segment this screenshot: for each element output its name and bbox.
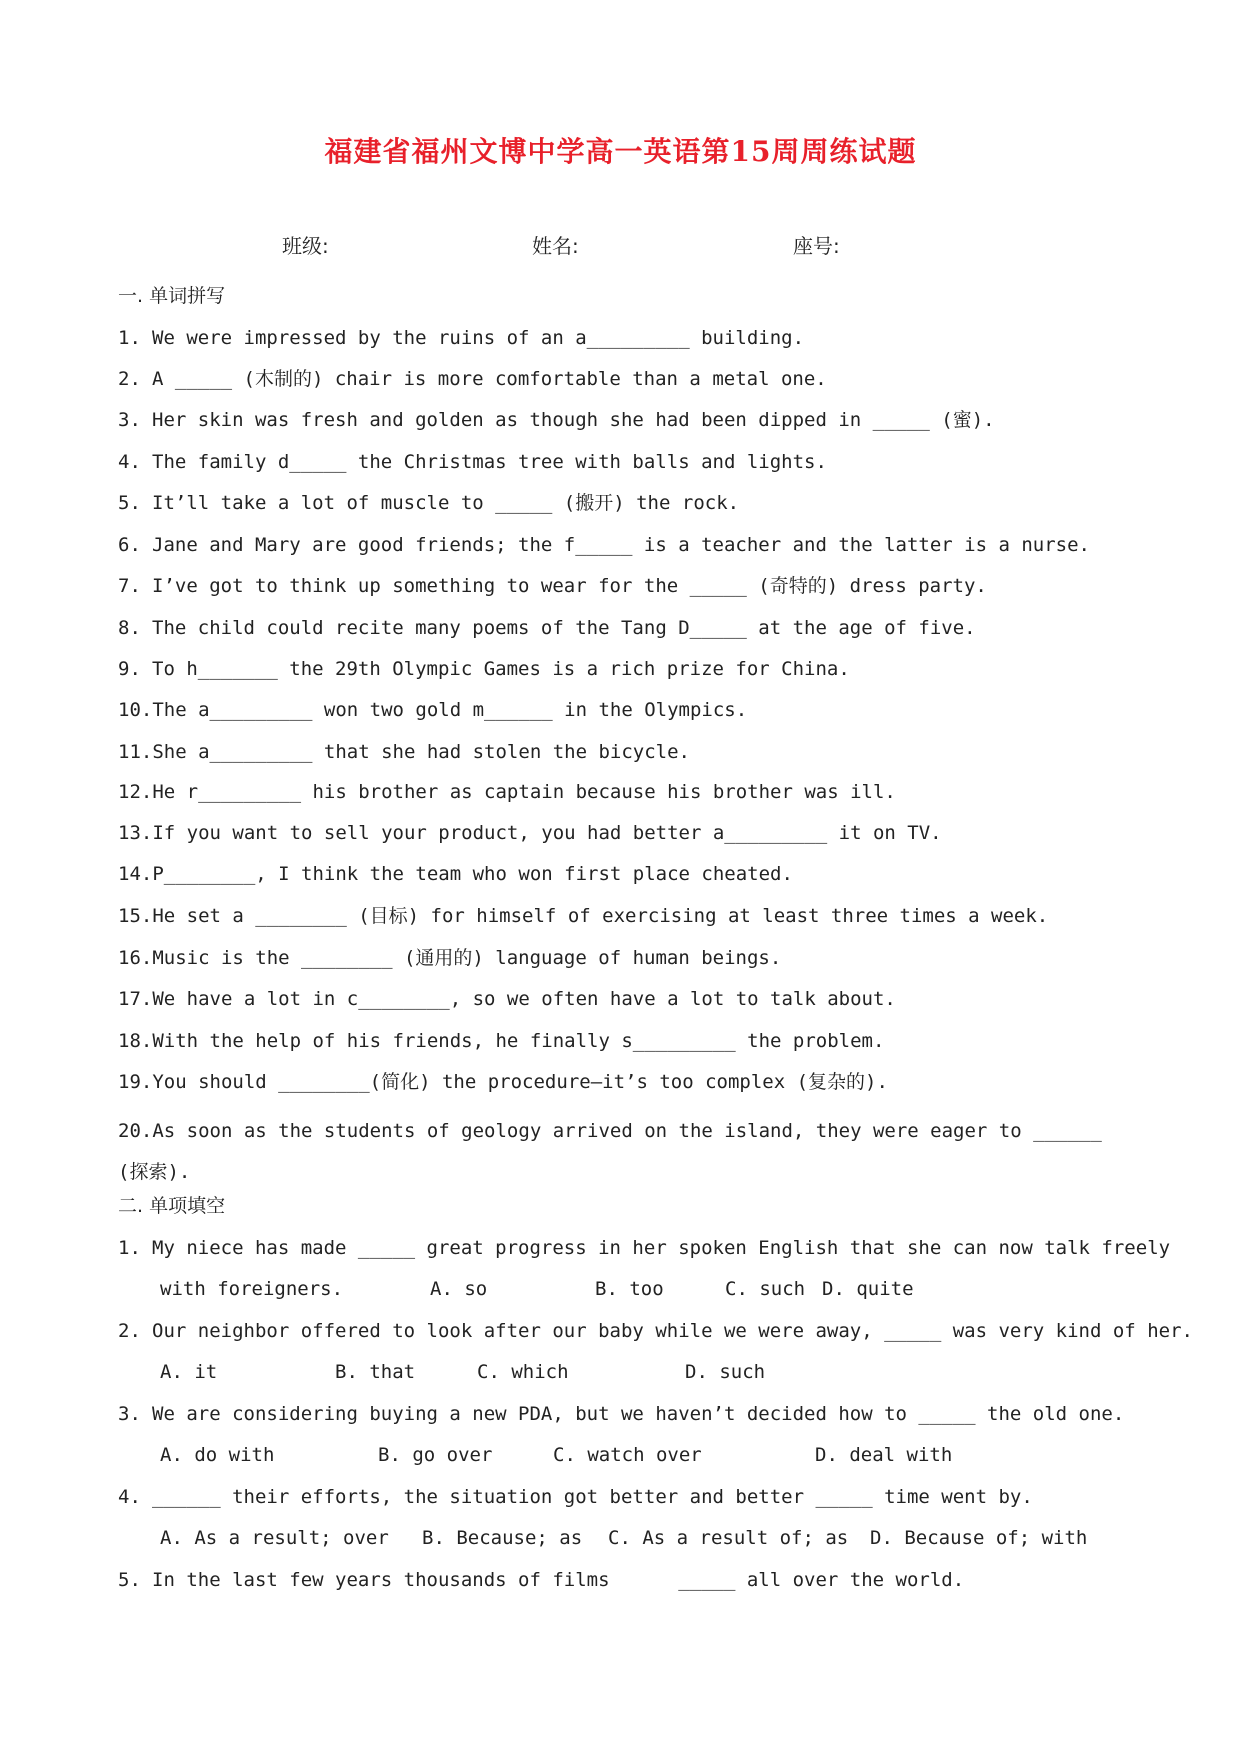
list-item: [118, 1111, 1133, 1193]
list-item: [118, 1069, 1133, 1095]
list-item: [118, 573, 1133, 599]
option-a: A. it: [160, 1361, 218, 1383]
item-number: 1.: [118, 1237, 141, 1259]
item-text: The a_________ won two gold m______ in the Olympics.: [152, 699, 748, 721]
list-item: [118, 1028, 1133, 1054]
item-number: 15.: [118, 905, 153, 927]
item-number: 7.: [118, 575, 141, 597]
item-text: With the help of his friends, he finally s_________ the problem.: [152, 1030, 885, 1052]
list-item: [118, 615, 1133, 641]
item-text: As soon as the students of geology arrived on the island, they were eager to ______ (探索).: [118, 1120, 1102, 1183]
item-number: 2.: [118, 1320, 141, 1342]
item-text: He r_________ his brother as captain because his brother was ill.: [152, 781, 896, 803]
item-text: If you want to sell your product, you had better a_________ it on TV.: [152, 822, 942, 844]
item-text: Music is the ________ (通用的) language of human beings.: [152, 947, 782, 969]
list-item: [118, 532, 1133, 558]
item-number: 19.: [118, 1071, 153, 1093]
seat-label: 座号:: [793, 234, 840, 258]
item-text: The family d_____ the Christmas tree with balls and lights.: [152, 451, 827, 473]
list-item: [118, 656, 1133, 682]
item-number: 12.: [118, 781, 153, 803]
item-number: 4.: [118, 451, 141, 473]
options-row: [118, 1525, 1175, 1551]
list-item: [118, 820, 1133, 846]
item-text: She a_________ that she had stolen the bicycle.: [152, 741, 690, 763]
item-text: P________, I think the team who won first place cheated.: [152, 863, 793, 885]
item-number: 6.: [118, 534, 141, 556]
item-text: A _____ (木制的) chair is more comfortable than a metal one.: [152, 368, 827, 390]
section2-heading: 二. 单项填空: [118, 1195, 226, 1217]
options-row: [118, 1442, 1175, 1468]
item-number: 14.: [118, 863, 153, 885]
option-a: A. As a result; over: [160, 1527, 389, 1549]
list-item: [118, 1401, 1133, 1427]
item-text: He set a ________ (目标) for himself of exercising at least three times a week.: [152, 905, 1049, 927]
item-number: 20.: [118, 1120, 153, 1142]
item-number: 5.: [118, 492, 141, 514]
class-label: 班级:: [282, 234, 329, 258]
list-item: [118, 1318, 1193, 1344]
item-number: 3.: [118, 1403, 141, 1425]
options-row: [118, 1276, 1175, 1302]
item-number: 2.: [118, 368, 141, 390]
option-d: D. such: [685, 1361, 766, 1383]
item-number: 18.: [118, 1030, 153, 1052]
option-a: A. so: [430, 1278, 488, 1300]
option-c: C. watch over: [553, 1444, 702, 1466]
list-item: [118, 407, 1133, 433]
list-item: [118, 1567, 1133, 1593]
list-item: [118, 986, 1133, 1012]
item-number: 1.: [118, 327, 141, 349]
item-text: It’ll take a lot of muscle to _____ (搬开) the rock.: [152, 492, 740, 514]
page-title: 福建省福州文博中学高一英语第15周周练试题: [324, 135, 917, 168]
option-d: D. quite: [822, 1278, 914, 1300]
item-number: 4.: [118, 1486, 141, 1508]
item-number: 5.: [118, 1569, 141, 1591]
item-text: In the last few years thousands of films _____ all over the world.: [152, 1569, 965, 1591]
item-number: 10.: [118, 699, 153, 721]
item-text: Her skin was fresh and golden as though she had been dipped in _____ (蜜).: [152, 409, 995, 431]
item-text: ______ their efforts, the situation got better and better _____ time went by.: [152, 1486, 1033, 1508]
list-item: [118, 449, 1133, 475]
option-c: C. which: [477, 1361, 569, 1383]
option-b: B. go over: [378, 1444, 493, 1466]
item-number: 11.: [118, 741, 153, 763]
item-text: We are considering buying a new PDA, but we haven’t decided how to _____ the old one.: [152, 1403, 1125, 1425]
option-c: C. As a result of; as: [608, 1527, 849, 1549]
item-text: Jane and Mary are good friends; the f_____ is a teacher and the latter is a nurse.: [152, 534, 1090, 556]
list-item: [118, 903, 1133, 929]
item-text: We have a lot in c________, so we often have a lot to talk about.: [152, 988, 896, 1010]
item-number: 16.: [118, 947, 153, 969]
list-item: [118, 779, 1133, 805]
item-text: To h_______ the 29th Olympic Games is a rich prize for China.: [152, 658, 850, 680]
option-a: A. do with: [160, 1444, 275, 1466]
name-label: 姓名:: [532, 234, 579, 258]
item-number: 8.: [118, 617, 141, 639]
option-d: D. Because of; with: [870, 1527, 1088, 1549]
item-number: 13.: [118, 822, 153, 844]
list-item: [118, 366, 1133, 392]
item-text: I’ve got to think up something to wear for the _____ (奇特的) dress party.: [152, 575, 987, 597]
list-item: [118, 697, 1133, 723]
list-item: [118, 490, 1133, 516]
item-continuation: with foreigners.: [160, 1278, 344, 1300]
list-item: [118, 945, 1133, 971]
option-c: C. such: [725, 1278, 806, 1300]
list-item: [118, 1484, 1133, 1510]
item-number: 17.: [118, 988, 153, 1010]
item-text: You should ________(简化) the procedure—it’s too complex (复杂的).: [152, 1071, 888, 1093]
option-b: B. too: [595, 1278, 664, 1300]
item-text: Our neighbor offered to look after our baby while we were away, _____ was very kind of her.: [152, 1320, 1193, 1342]
option-b: B. Because; as: [422, 1527, 583, 1549]
item-text: My niece has made _____ great progress in her spoken English that she can now talk freely: [152, 1237, 1171, 1259]
option-b: B. that: [335, 1361, 416, 1383]
section1-heading: 一. 单词拼写: [118, 285, 226, 307]
list-item: [118, 1235, 1171, 1261]
item-text: We were impressed by the ruins of an a_________ building.: [152, 327, 805, 349]
item-number: 3.: [118, 409, 141, 431]
list-item: [118, 325, 1133, 351]
options-row: [118, 1359, 1175, 1385]
option-d: D. deal with: [815, 1444, 953, 1466]
item-text: The child could recite many poems of the Tang D_____ at the age of five.: [152, 617, 976, 639]
list-item: [118, 739, 1133, 765]
list-item: [118, 861, 1133, 887]
item-number: 9.: [118, 658, 141, 680]
